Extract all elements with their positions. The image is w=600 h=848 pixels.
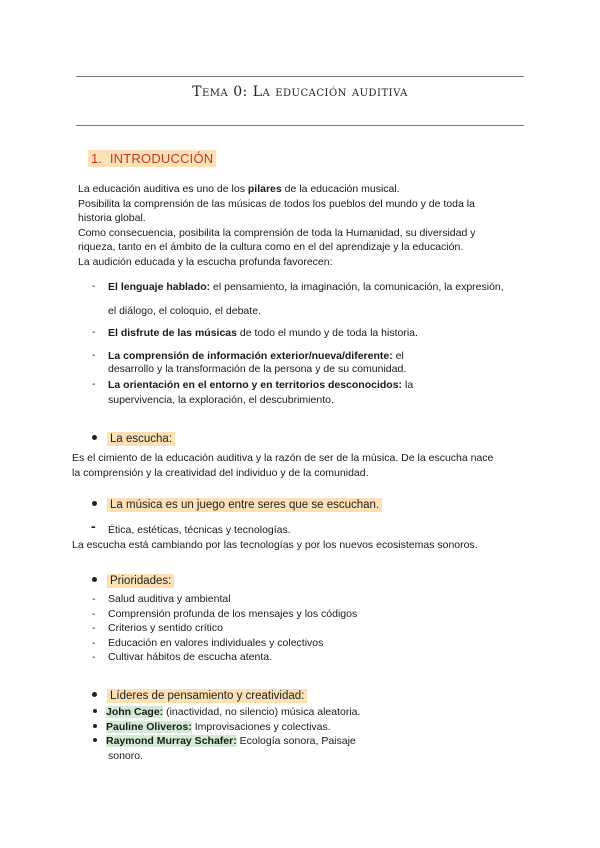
dash-bullet: -	[92, 349, 96, 361]
bullet-dot	[92, 577, 97, 582]
pilares-bold: pilares	[247, 183, 282, 195]
dash-bullet: -	[92, 326, 96, 338]
bullet-dot	[93, 709, 97, 713]
juego-dash-item: Ética, estéticas, técnicas y tecnologías.	[108, 524, 291, 536]
top-divider	[76, 76, 524, 77]
bullet-dot	[93, 738, 97, 742]
bottom-divider	[76, 125, 524, 126]
prioridades-list	[92, 592, 357, 665]
bullet-dot	[93, 724, 97, 728]
list-item: - Educación en valores individuales y colectivos	[92, 636, 324, 649]
list-item: El lenguaje hablado: el pensamiento, la imaginación, la comunicación, la expresión,	[108, 281, 504, 293]
list-item: El disfrute de las músicas de todo el mundo y de toda la historia.	[108, 327, 418, 339]
escucha-paragraph: Es el cimiento de la educación auditiva y la razón de ser de la música. De la escucha nace la comprensión y la creatividad del individuo y de la comunidad.	[72, 452, 494, 479]
lideres-heading: Líderes de pensamiento y creatividad:	[92, 690, 307, 702]
list-item: Pauline Oliveros: Improvisaciones y colectivas.	[93, 720, 360, 735]
bullet-dot	[92, 501, 97, 506]
bullet-dot	[92, 692, 97, 697]
page-title: Tema 0: La educación auditiva	[192, 84, 408, 100]
list-item: La orientación en el entorno y en territorios desconocidos: la	[108, 379, 414, 391]
list-item-cont: sonoro.	[108, 749, 144, 762]
lideres-list	[93, 705, 360, 763]
juego-paragraph: La escucha está cambiando por las tecnologías y por los nuevos ecosistemas sonoros.	[72, 539, 478, 551]
escucha-heading: La escucha:	[92, 433, 175, 445]
juego-heading: La música es un juego entre seres que se escuchan.	[92, 499, 382, 511]
section-number: 1.	[91, 151, 103, 166]
list-item: - Criterios y sentido crítico	[92, 622, 223, 634]
list-item-cont: supervivencia, la exploración, el descubrimiento.	[108, 394, 334, 406]
list-item: Raymond Murray Schafer: Ecología sonora, Paisaje	[93, 734, 360, 749]
dash-bullet: -	[91, 518, 96, 534]
dash-bullet: -	[92, 280, 96, 292]
section-heading	[88, 151, 216, 166]
intro-paragraph: La educación auditiva es uno de los pilares de la educación musical. Posibilita la comprensión de las músicas de todos los pueblos del mundo y de toda la historia global. Como consecuencia, posibilita la comprensión de toda la Humanidad, su diversidad y riqueza, tanto en el ámbito de la cultura como en el del aprendizaje y la educación. La audición educada y la escucha profunda favorecen:	[78, 183, 476, 268]
list-item: John Cage: (inactividad, no silencio) música aleatoria.	[93, 705, 360, 720]
dash-bullet: -	[92, 378, 96, 390]
list-item-cont: desarrollo y la transformación de la persona y de su comunidad.	[108, 363, 407, 375]
prioridades-heading: Prioridades:	[92, 575, 174, 587]
list-item: - Salud auditiva y ambiental	[92, 593, 231, 605]
list-item: - Comprensión profunda de los mensajes y los códigos	[92, 607, 358, 620]
list-item: - Cultivar hábitos de escucha atenta.	[92, 651, 273, 663]
list-item: La comprensión de información exterior/nueva/diferente: el	[108, 350, 404, 362]
bullet-dot	[92, 435, 97, 440]
list-item-cont: el diálogo, el coloquio, el debate.	[108, 305, 261, 317]
section-title: INTRODUCCIÓN	[109, 151, 214, 166]
